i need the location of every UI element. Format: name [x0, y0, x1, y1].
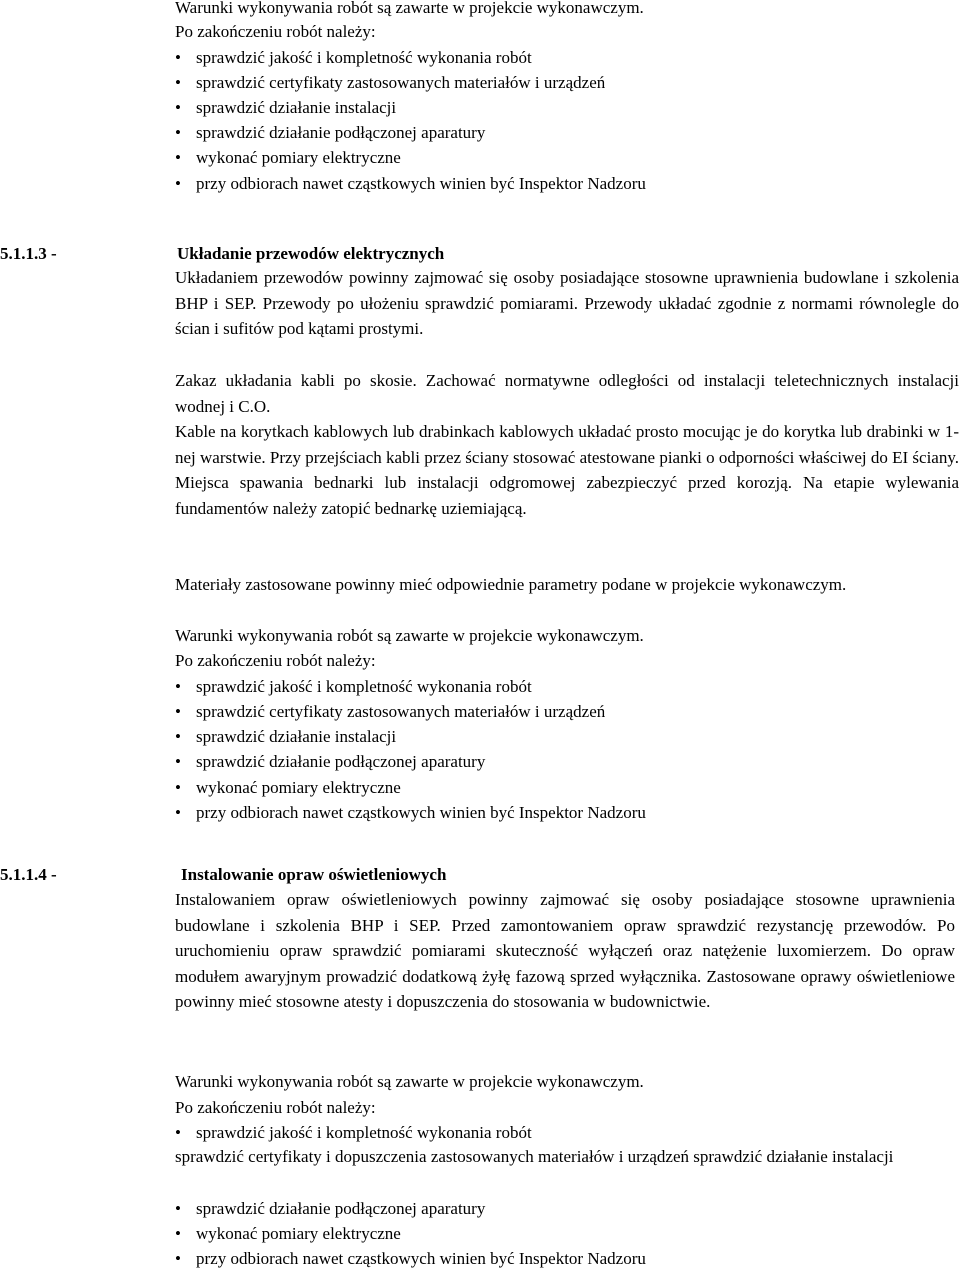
list-item: • sprawdzić działanie instalacji: [175, 727, 397, 746]
paragraph: Kable na korytkach kablowych lub drabinkach kablowych układać prosto mocując je do korytka lub drabinki w 1-nej warstwie. Przy przejściach kabli przez ściany stosować atestowane pianki o odporności właściwej do EI ściany. Miejsca spawania bednarki lub instalacji odgromowej zabezpieczyć przed korozją. Na etapie wylewania fundamentów należy zatopić bednarkę uziemiającą.: [175, 422, 959, 518]
after-completion-text: Po zakończeniu robót należy:: [175, 651, 376, 670]
list-item: • sprawdzić działanie instalacji: [175, 98, 397, 117]
paragraph: Układaniem przewodów powinny zajmować się osoby posiadające stosowne uprawnienia budowlane i szkolenia BHP i SEP. Przewody po ułożeniu sprawdzić pomiarami. Przewody układać zgodnie z normami równolegle do ścian i sufitów pod kątami prostymi.: [175, 268, 959, 338]
list-item: • sprawdzić jakość i kompletność wykonania robót: [175, 677, 532, 696]
list-item: • przy odbiorach nawet cząstkowych winien być Inspektor Nadzoru: [175, 1249, 646, 1268]
list-item: • sprawdzić działanie podłączonej aparatury: [175, 752, 486, 771]
paragraph: Instalowaniem opraw oświetleniowych powinny zajmować się osoby posiadające stosowne uprawnienia budowlane i szkolenia BHP i SEP. Przed zamontowaniem opraw sprawdzić rezystancję przewodów. Po uruchomieniu opraw sprawdzić pomiarami skuteczność wyłączeń oraz natężenie luxomierzem. Do opraw modułem awaryjnym prowadzić dodatkową żyłę fazową sprzed wyłącznika. Zastosowane oprawy oświetleniowe powinny mieć stosowne atesty i dopuszczenia do stosowania w budownictwie.: [175, 890, 955, 1011]
list-item: • przy odbiorach nawet cząstkowych winien być Inspektor Nadzoru: [175, 174, 646, 193]
list-item: • sprawdzić jakość i kompletność wykonania robót: [175, 48, 532, 67]
list-item: • przy odbiorach nawet cząstkowych winien być Inspektor Nadzoru: [175, 803, 646, 822]
paragraph: sprawdzić certyfikaty i dopuszczenia zastosowanych materiałów i urządzeń sprawdzić działanie instalacji: [175, 1147, 894, 1166]
list-item: • wykonać pomiary elektryczne: [175, 148, 401, 167]
list-item: • sprawdzić certyfikaty zastosowanych materiałów i urządzeń: [175, 702, 606, 721]
after-completion-text: Po zakończeniu robót należy:: [175, 22, 376, 41]
paragraph: Materiały zastosowane powinny mieć odpowiednie parametry podane w projekcie wykonawczym.: [175, 575, 847, 594]
section-title: Układanie przewodów elektrycznych: [177, 244, 445, 263]
list-item: • wykonać pomiary elektryczne: [175, 1224, 401, 1243]
section-title: Instalowanie opraw oświetleniowych: [181, 865, 447, 884]
list-item: • sprawdzić jakość i kompletność wykonania robót: [175, 1123, 532, 1142]
list-item: • sprawdzić certyfikaty zastosowanych materiałów i urządzeń: [175, 73, 606, 92]
list-item: • sprawdzić działanie podłączonej aparatury: [175, 1199, 486, 1218]
conditions-text: Warunki wykonywania robót są zawarte w projekcie wykonawczym.: [175, 1072, 644, 1091]
after-completion-text: Po zakończeniu robót należy:: [175, 1098, 376, 1117]
section-number: 5.1.1.3 -: [0, 244, 57, 263]
conditions-text: Warunki wykonywania robót są zawarte w projekcie wykonawczym.: [175, 626, 644, 645]
paragraph: Zakaz układania kabli po skosie. Zachować normatywne odległości od instalacji teletechnicznych instalacji wodnej i C.O.: [175, 371, 959, 416]
list-item: • sprawdzić działanie podłączonej aparatury: [175, 123, 486, 142]
section-number: 5.1.1.4 -: [0, 865, 57, 884]
conditions-text: Warunki wykonywania robót są zawarte w projekcie wykonawczym.: [175, 0, 644, 17]
list-item: • wykonać pomiary elektryczne: [175, 778, 401, 797]
